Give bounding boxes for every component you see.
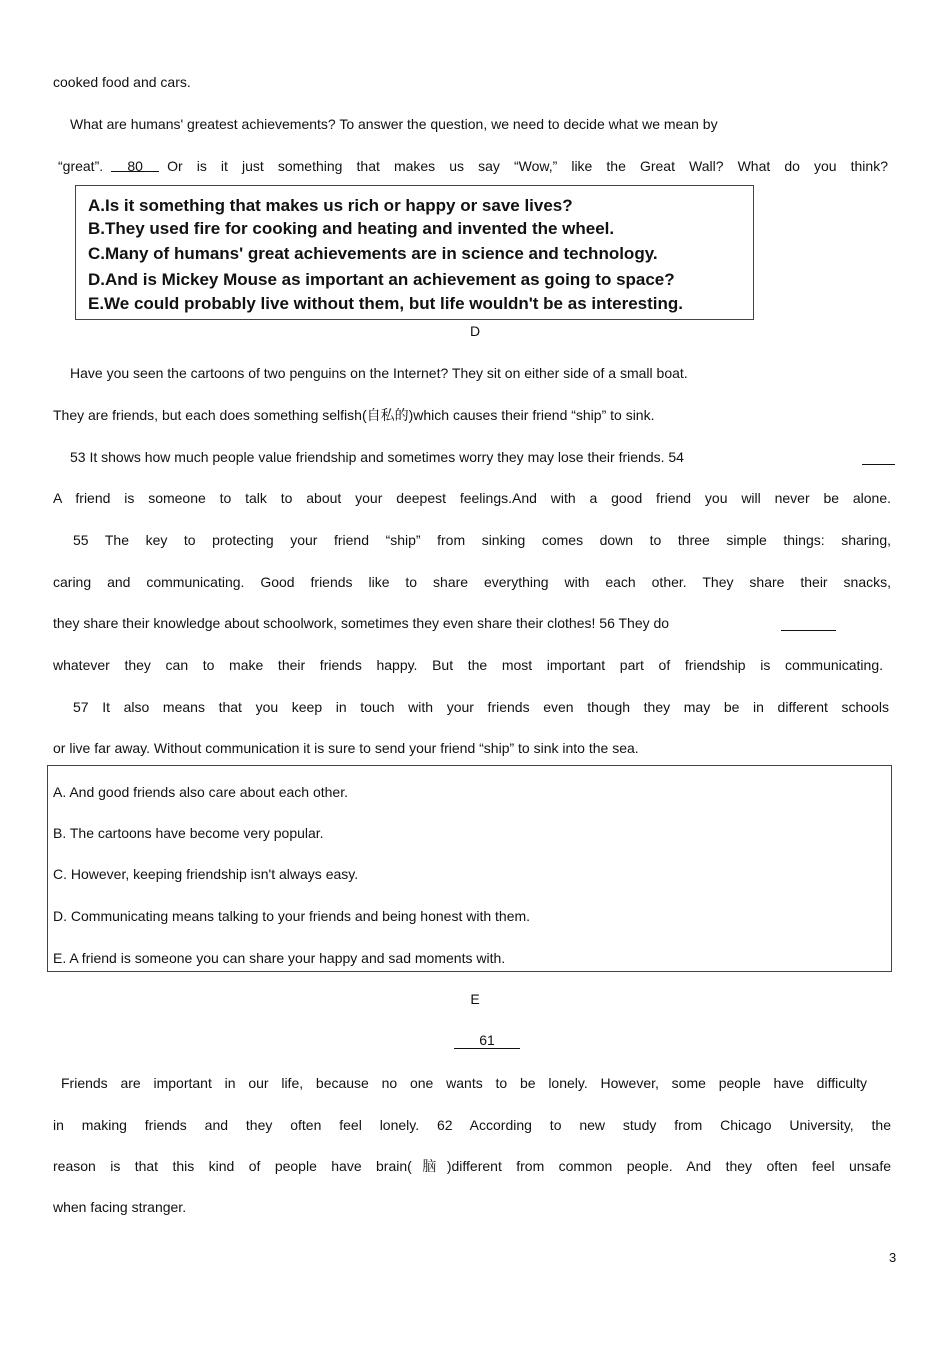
- text-line: What are humans' greatest achievements? To answer the question, we need to decide what we mean by: [70, 116, 718, 132]
- text-line: or live far away. Without communication it is sure to send your friend “ship” to sink into the sea.: [53, 740, 639, 756]
- text-segment: Or is it just something that makes us say “Wow,” like the Great Wall? What do you think?: [167, 158, 888, 174]
- options-box-d: [47, 765, 892, 972]
- text-line: reason is that this kind of people have brain(脑)different from common people. And they often feel unsafe: [53, 1158, 891, 1174]
- section-heading: D: [469, 323, 481, 339]
- text-line: whatever they can to make their friends happy. But the most important part of friendship is communicating.: [53, 657, 883, 673]
- text-line: A friend is someone to talk to about your deepest feelings.And with a good friend you will never be alone.: [53, 490, 891, 506]
- option: B. The cartoons have become very popular.: [53, 825, 324, 841]
- option: B.They used fire for cooking and heating and invented the wheel.: [88, 219, 615, 238]
- page-number: 3: [889, 1250, 897, 1265]
- text-line: They are friends, but each does something selfish(自私的)which causes their friend “ship” to sink.: [53, 407, 655, 423]
- text-line: cooked food and cars.: [53, 74, 191, 90]
- answer-blank-54: [862, 450, 895, 465]
- option: E. A friend is someone you can share your happy and sad moments with.: [53, 950, 506, 966]
- title-blank-61: 61: [454, 1032, 520, 1049]
- text-line: Friends are important in our life, because no one wants to be lonely. However, some people have difficulty: [61, 1075, 867, 1091]
- option: D.And is Mickey Mouse as important an achievement as going to space?: [88, 270, 675, 289]
- text-line: Have you seen the cartoons of two penguins on the Internet? They sit on either side of a small boat.: [70, 365, 688, 381]
- section-heading: E: [470, 991, 480, 1007]
- text-line: 53 It shows how much people value friendship and sometimes worry they may lose their friends. 54: [70, 449, 684, 465]
- answer-blank-56: [781, 616, 836, 631]
- text-line: 55 The key to protecting your friend “ship” from sinking comes down to three simple things: sharing,: [73, 532, 891, 548]
- text-line: caring and communicating. Good friends like to share everything with each other. They share their snacks,: [53, 574, 891, 590]
- option: E.We could probably live without them, but life wouldn't be as interesting.: [88, 294, 683, 313]
- text-line: [58, 157, 888, 175]
- options-box-c: [75, 185, 754, 320]
- text-line: in making friends and they often feel lonely. 62 According to new study from Chicago University, the: [53, 1117, 891, 1133]
- text-line: when facing stranger.: [53, 1199, 187, 1215]
- option: A. And good friends also care about each other.: [53, 784, 348, 800]
- option: A.Is it something that makes us rich or happy or save lives?: [88, 196, 573, 215]
- option: D. Communicating means talking to your friends and being honest with them.: [53, 908, 531, 924]
- option: C. However, keeping friendship isn't always easy.: [53, 866, 359, 882]
- answer-blank-80: 80: [111, 157, 159, 172]
- text-line: they share their knowledge about schoolwork, sometimes they even share their clothes! 56 They do: [53, 615, 670, 631]
- option: C.Many of humans' great achievements are in science and technology.: [88, 244, 658, 263]
- text-segment: “great”.: [58, 158, 104, 174]
- text-line: 57 It also means that you keep in touch with your friends even though they may be in different schools: [73, 699, 889, 715]
